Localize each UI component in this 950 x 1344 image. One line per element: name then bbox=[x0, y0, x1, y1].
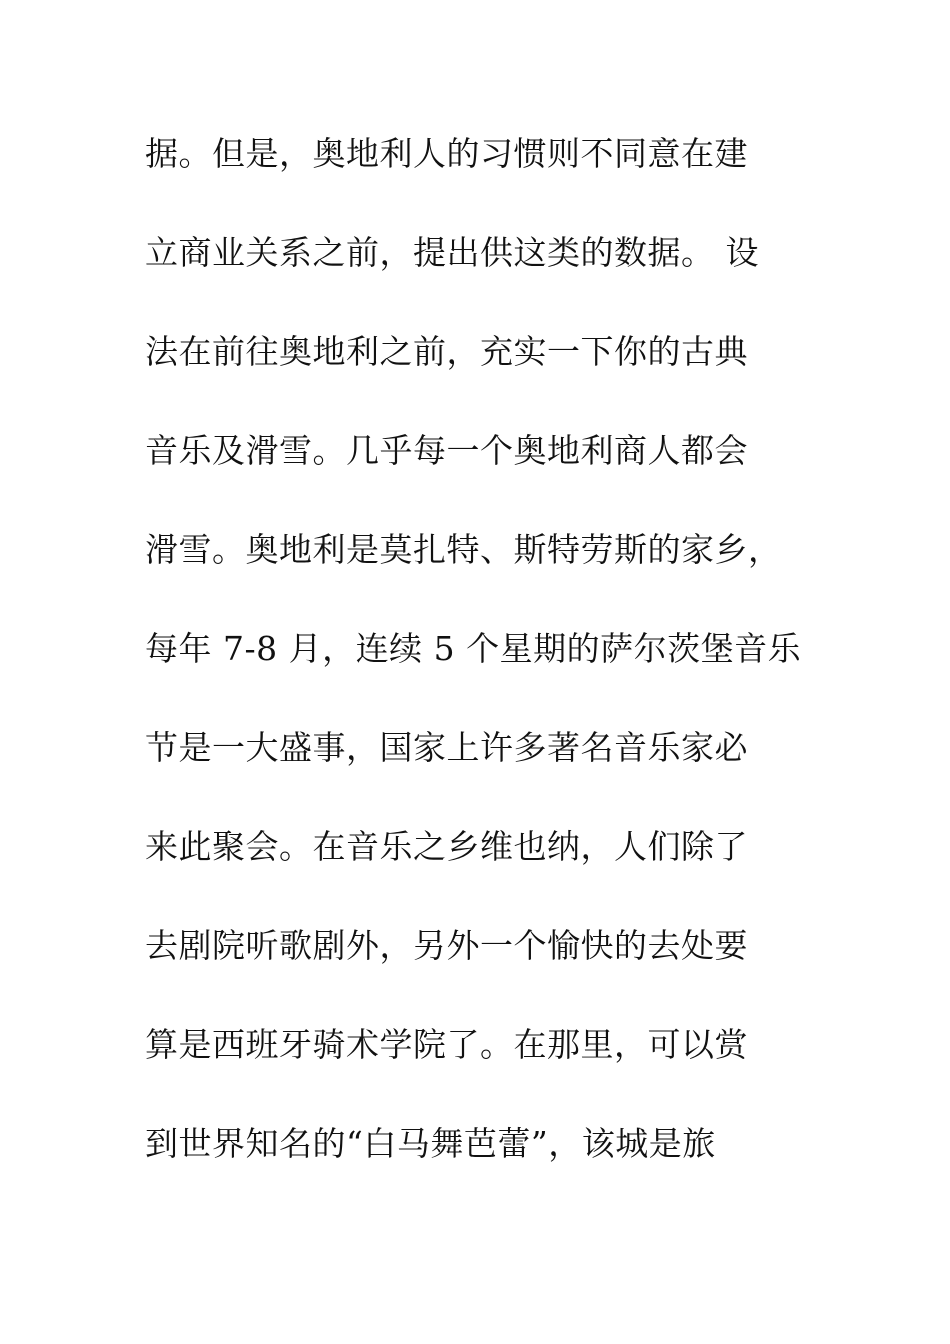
text-line-2: 立商业关系之前，提出供这类的数据。 设 bbox=[145, 233, 759, 272]
text-line-11: 到世界知名的“白马舞芭蕾”，该城是旅 bbox=[145, 1124, 716, 1163]
text-line-7: 节是一大盛事，国家上许多著名音乐家必 bbox=[145, 728, 748, 767]
body-text bbox=[145, 125, 825, 1214]
text-line-10: 算是西班牙骑术学院了。在那里，可以赏 bbox=[145, 1025, 748, 1064]
text-line-8: 来此聚会。在音乐之乡维也纳，人们除了 bbox=[145, 827, 748, 866]
text-line-4: 音乐及滑雪。几乎每一个奥地利商人都会 bbox=[145, 431, 748, 470]
text-line-3: 法在前往奥地利之前，充实一下你的古典 bbox=[145, 332, 748, 371]
text-line-5: 滑雪。奥地利是莫扎特、斯特劳斯的家乡， bbox=[145, 530, 782, 569]
text-line-1: 据。但是，奥地利人的习惯则不同意在建 bbox=[145, 134, 748, 173]
text-line-9: 去剧院听歌剧外，另外一个愉快的去处要 bbox=[145, 926, 748, 965]
text-line-6: 每年 7-8 月，连续 5 个星期的萨尔茨堡音乐 bbox=[145, 629, 802, 668]
